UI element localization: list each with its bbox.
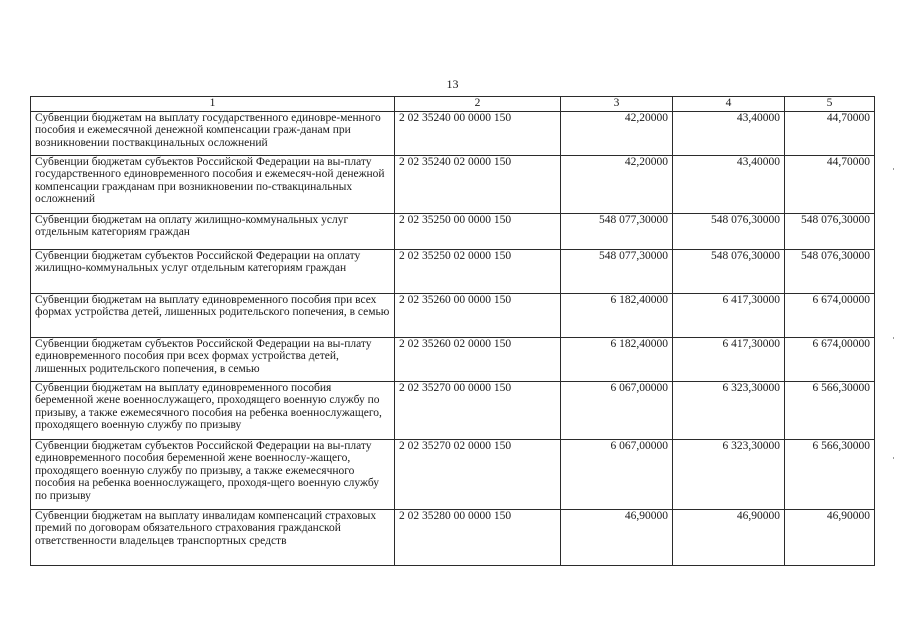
row-code: 2 02 35250 00 0000 150 bbox=[395, 214, 561, 250]
row-value-year2: 43,40000 bbox=[673, 156, 785, 214]
row-value-year3: 44,70000 bbox=[785, 156, 875, 214]
row-value-year2: 6 417,30000 bbox=[673, 294, 785, 338]
row-name: Субвенции бюджетам субъектов Российской Федерации на вы-плату единовременного пособия беременной жене военнослу-жащего, проходящего военную службу по призыву, а также ежемесячного пособия на ребенка военнослужащего, проходя-щего военную службу по призыву bbox=[31, 440, 395, 510]
row-value-year1: 6 182,40000 bbox=[561, 338, 673, 382]
table-row bbox=[31, 156, 875, 214]
table-row bbox=[31, 510, 875, 566]
scan-speck bbox=[893, 168, 894, 170]
scan-speck bbox=[893, 457, 894, 459]
row-value-year1: 548 077,30000 bbox=[561, 214, 673, 250]
budget-table bbox=[30, 96, 875, 566]
row-value-year3: 44,70000 bbox=[785, 112, 875, 156]
row-value-year2: 548 076,30000 bbox=[673, 250, 785, 294]
row-value-year2: 6 417,30000 bbox=[673, 338, 785, 382]
table-row bbox=[31, 440, 875, 510]
row-value-year1: 42,20000 bbox=[561, 156, 673, 214]
column-header-5: 5 bbox=[785, 97, 875, 112]
row-name: Субвенции бюджетам на выплату единовременного пособия беременной жене военнослужащего, проходящего военную службу по призыву, а также ежемесячного пособия на ребенка военнослужащего, проходящего военную службу по призыву bbox=[31, 382, 395, 440]
scan-speck bbox=[893, 337, 894, 339]
table-row bbox=[31, 214, 875, 250]
row-code: 2 02 35240 02 0000 150 bbox=[395, 156, 561, 214]
table-row bbox=[31, 382, 875, 440]
row-code: 2 02 35270 00 0000 150 bbox=[395, 382, 561, 440]
table-row bbox=[31, 338, 875, 382]
page-number: 13 bbox=[446, 77, 459, 91]
row-value-year2: 548 076,30000 bbox=[673, 214, 785, 250]
row-value-year3: 6 566,30000 bbox=[785, 440, 875, 510]
row-value-year1: 6 182,40000 bbox=[561, 294, 673, 338]
row-value-year3: 548 076,30000 bbox=[785, 250, 875, 294]
row-name: Субвенции бюджетам на оплату жилищно-коммунальных услуг отдельным категориям граждан bbox=[31, 214, 395, 250]
row-value-year3: 6 674,00000 bbox=[785, 294, 875, 338]
row-value-year1: 42,20000 bbox=[561, 112, 673, 156]
row-name: Субвенции бюджетам на выплату государственного единовре-менного пособия и ежемесячной денежной компенсации граж-данам при возникновении поствакцинальных осложнений bbox=[31, 112, 395, 156]
row-value-year2: 6 323,30000 bbox=[673, 382, 785, 440]
row-value-year2: 43,40000 bbox=[673, 112, 785, 156]
table-row bbox=[31, 294, 875, 338]
row-code: 2 02 35270 02 0000 150 bbox=[395, 440, 561, 510]
row-value-year1: 6 067,00000 bbox=[561, 382, 673, 440]
budget-table-body bbox=[31, 97, 875, 566]
table-row bbox=[31, 250, 875, 294]
row-code: 2 02 35260 00 0000 150 bbox=[395, 294, 561, 338]
row-name: Субвенции бюджетам субъектов Российской Федерации на вы-плату единовременного пособия при всех формах устройства детей, лишенных родительского попечения, в семью bbox=[31, 338, 395, 382]
row-value-year1: 548 077,30000 bbox=[561, 250, 673, 294]
row-value-year3: 6 566,30000 bbox=[785, 382, 875, 440]
row-code: 2 02 35240 00 0000 150 bbox=[395, 112, 561, 156]
table-row bbox=[31, 112, 875, 156]
row-name: Субвенции бюджетам субъектов Российской Федерации на оплату жилищно-коммунальных услуг отдельным категориям граждан bbox=[31, 250, 395, 294]
row-name: Субвенции бюджетам на выплату единовременного пособия при всех формах устройства детей, лишенных родительского попечения, в семью bbox=[31, 294, 395, 338]
row-value-year1: 46,90000 bbox=[561, 510, 673, 566]
row-code: 2 02 35260 02 0000 150 bbox=[395, 338, 561, 382]
row-value-year2: 46,90000 bbox=[673, 510, 785, 566]
row-name: Субвенции бюджетам на выплату инвалидам компенсаций страховых премий по договорам обязательного страхования гражданской ответственности владельцев транспортных средств bbox=[31, 510, 395, 566]
row-value-year3: 548 076,30000 bbox=[785, 214, 875, 250]
column-header-3: 3 bbox=[561, 97, 673, 112]
row-value-year1: 6 067,00000 bbox=[561, 440, 673, 510]
row-code: 2 02 35250 02 0000 150 bbox=[395, 250, 561, 294]
row-value-year2: 6 323,30000 bbox=[673, 440, 785, 510]
row-code: 2 02 35280 00 0000 150 bbox=[395, 510, 561, 566]
column-header-1: 1 bbox=[31, 97, 395, 112]
column-header-2: 2 bbox=[395, 97, 561, 112]
column-header-4: 4 bbox=[673, 97, 785, 112]
row-name: Субвенции бюджетам субъектов Российской Федерации на вы-плату государственного единовременного пособия и ежемесяч-ной денежной компенсации гражданам при возникновении по-ствакцинальных осложнений bbox=[31, 156, 395, 214]
row-value-year3: 6 674,00000 bbox=[785, 338, 875, 382]
row-value-year3: 46,90000 bbox=[785, 510, 875, 566]
header-row bbox=[31, 97, 875, 112]
